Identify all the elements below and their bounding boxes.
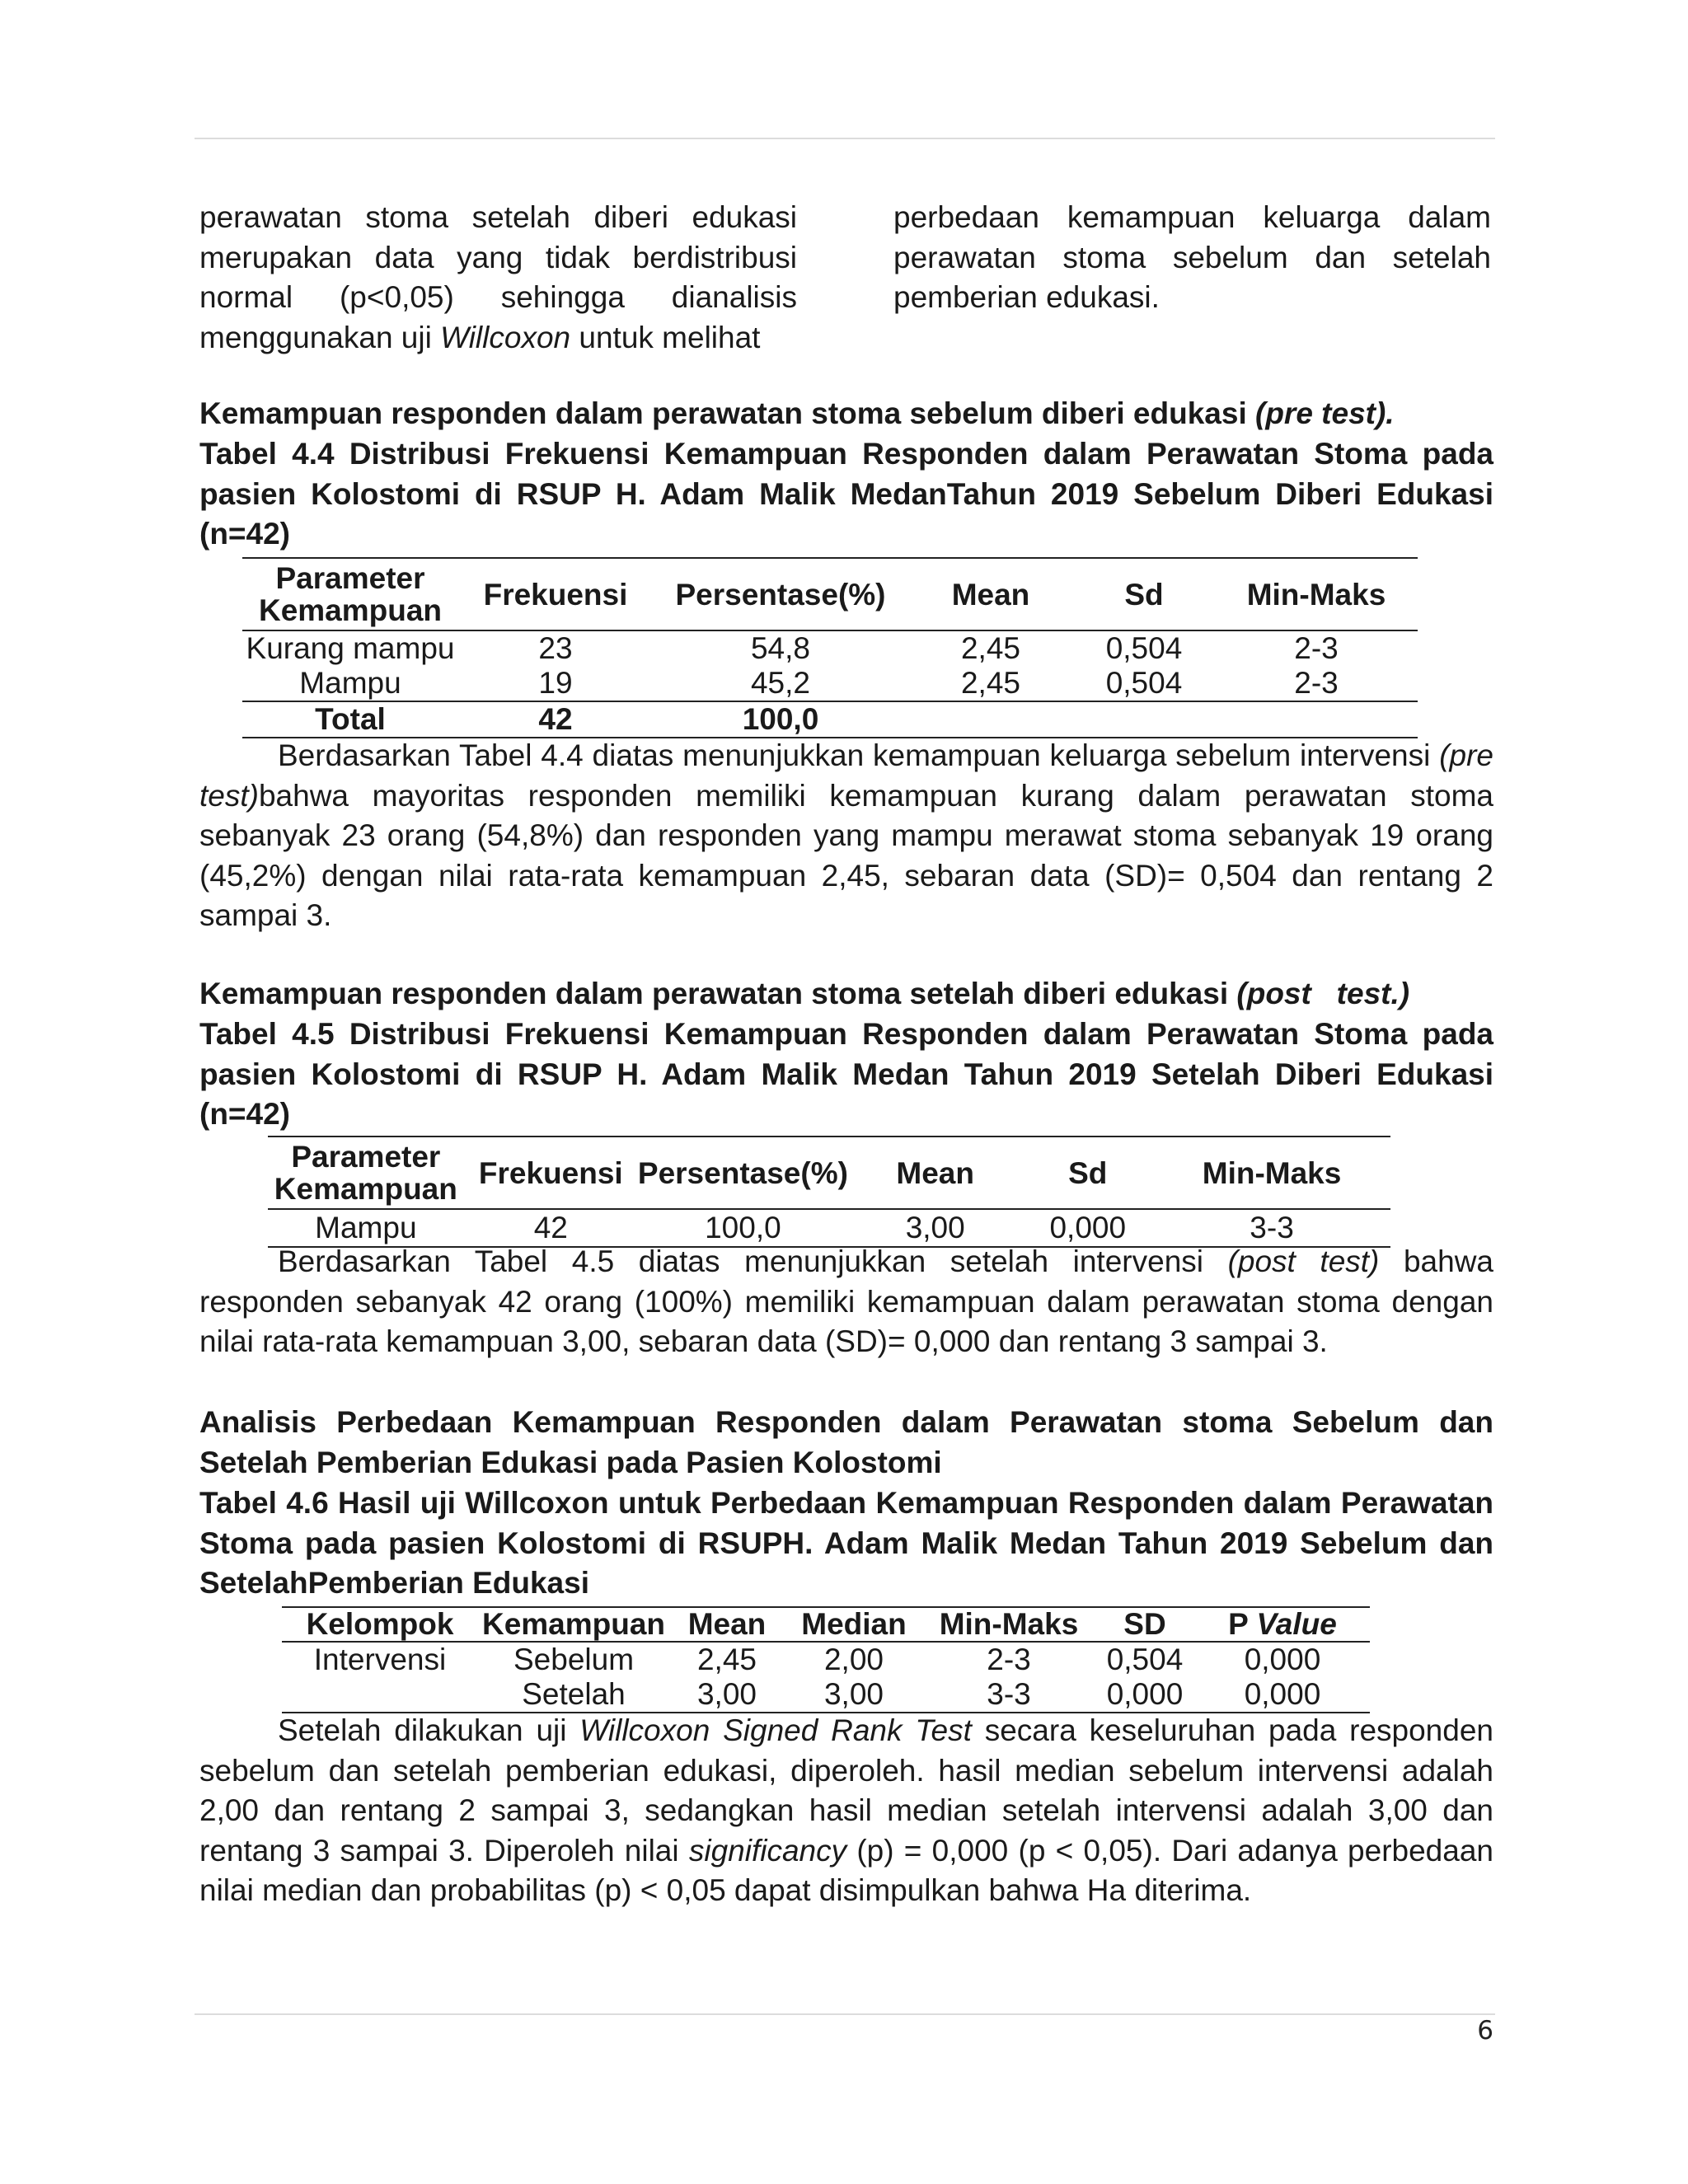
table-header-cell: Frekuensi (458, 558, 653, 630)
table-cell: 54,8 (750, 631, 810, 665)
table-cell (282, 1677, 478, 1713)
table-cell: Total (242, 701, 458, 738)
table-header-cell: Sd (1022, 1137, 1153, 1209)
table-cell: 0,000 (1049, 1211, 1127, 1244)
table-cell: 0,000 (1244, 1677, 1321, 1711)
table-cell: 0,504 (1105, 631, 1183, 665)
table-cell: 23 (538, 631, 573, 665)
table-header-cell: Persentase(%) (638, 1137, 848, 1209)
table-cell: 2-3 (1294, 666, 1339, 700)
table-header-cell: Min-Maks (923, 1607, 1095, 1642)
table-header-cell: Min-Maks (1153, 1137, 1390, 1209)
table-cell: 3,00 (696, 1677, 757, 1711)
page-number: 6 (1477, 2016, 1493, 2046)
table-cell: 3,00 (823, 1677, 884, 1711)
table-cell: 0,000 (1244, 1643, 1321, 1676)
table-cell (908, 701, 1073, 738)
table-4-4-discussion: Berdasarkan Tabel 4.4 diatas menunjukkan kemampuan keluarga sebelum intervensi (pre test)bahwa mayoritas responden memiliki kemampuan kurang dalam perawatan stoma sebanyak 23 orang (54,8%) dan responden yang mampu merawat stoma sebanyak 19 orang (45,2%) dengan nilai rata-rata kemampuan 2,45, sebaran data (SD)= 0,504 dan rentang 2 sampai 3. (199, 738, 1493, 932)
table-cell: 2,45 (696, 1643, 757, 1676)
table-cell: 2,45 (960, 631, 1020, 665)
table-cell: 3-3 (1250, 1211, 1294, 1244)
section1-heading: Kemampuan responden dalam perawatan stoma sebelum diberi edukasi (pre test). (199, 396, 1395, 430)
table-cell: 42 (458, 701, 653, 738)
intro-italic-term: Willcoxon (440, 320, 571, 354)
table-cell: 45,2 (750, 666, 810, 700)
table-cell: 3,00 (905, 1211, 965, 1244)
table-4-4 (242, 557, 1418, 738)
intro-left-column: perawatan stoma setelah diberi edukasi merupakan data yang tidak berdistribusi normal (p<0,05) sehingga dianalisis menggunakan uji Willcoxon untuk melihat (199, 200, 797, 354)
table-cell: Sebelum (513, 1643, 635, 1676)
table-4-5-discussion: Berdasarkan Tabel 4.5 diatas menunjukkan setelah intervensi (post test) bahwa responden sebanyak 42 orang (100%) memiliki kemampuan dalam perawatan stoma dengan nilai rata-rata kemampuan 3,00, sebaran data (SD)= 0,000 dan rentang 3 sampai 3. (199, 1244, 1494, 1358)
table-row (282, 1642, 1370, 1677)
table-header-cell: SD (1095, 1607, 1195, 1642)
intro-right-column: perbedaan kemampuan keluarga dalam perawatan stoma sebelum dan setelah pemberian edukasi. (893, 200, 1491, 314)
table-header-cell: Min-Maks (1215, 558, 1418, 630)
header-rule (195, 138, 1495, 139)
table-header-cell: Parameter Kemampuan (268, 1137, 464, 1209)
table-cell: 3-3 (987, 1677, 1031, 1711)
table-header-cell: Sd (1073, 558, 1215, 630)
table-header-cell: Persentase(%) (653, 558, 908, 630)
footer-rule (195, 2013, 1495, 2015)
table-cell: 2-3 (987, 1643, 1031, 1676)
table-header-cell: Mean (908, 558, 1073, 630)
table-cell: 100,0 (653, 701, 908, 738)
table-header-cell: Mean (669, 1607, 785, 1642)
section2-heading: Kemampuan responden dalam perawatan stoma setelah diberi edukasi (post test.) (199, 977, 1410, 1010)
table-cell: 2,00 (823, 1643, 884, 1676)
table-header-cell: Kemampuan (478, 1607, 669, 1642)
table-row (282, 1677, 1370, 1713)
table-cell: Intervensi (313, 1643, 447, 1676)
table-header-cell: Parameter Kemampuan (242, 558, 458, 630)
table-cell: 2,45 (960, 666, 1020, 700)
table-total-row (242, 701, 1418, 738)
table-cell: 100,0 (705, 1211, 781, 1244)
table-4-5 (268, 1136, 1390, 1248)
table-header-row (282, 1607, 1370, 1642)
table-4-6-discussion: Setelah dilakukan uji Willcoxon Signed Rank Test secara keseluruhan pada responden sebelum dan setelah pemberian edukasi, diperoleh. hasil median sebelum intervensi adalah 2,00 dan rentang 2 sampai 3, sedangkan hasil median setelah intervensi adalah 3,00 dan rentang 3 sampai 3. Diperoleh nilai significancy (p) = 0,000 (p < 0,05). Dari adanya perbedaan nilai median dan probabilitas (p) < 0,05 dapat disimpulkan bahwa Ha diterima. (199, 1713, 1493, 1907)
table-4-4-caption: Tabel 4.4 Distribusi Frekuensi Kemampuan Responden dalam Perawatan Stoma pada pasien Kolostomi di RSUP H. Adam Malik MedanTahun 2019 Sebelum Diberi Edukasi (n=42) (199, 437, 1493, 551)
table-header-cell: Kelompok (282, 1607, 478, 1642)
table-header-row (268, 1137, 1390, 1209)
table-4-5-caption: Tabel 4.5 Distribusi Frekuensi Kemampuan Responden dalam Perawatan Stoma pada pasien Kolostomi di RSUP H. Adam Malik Medan Tahun 2019 Setelah Diberi Edukasi (n=42) (199, 1017, 1493, 1131)
table-4-6 (282, 1606, 1370, 1713)
table-cell: 0,000 (1106, 1677, 1184, 1711)
table-header-cell: P Value (1195, 1607, 1370, 1642)
table-cell: Kurang mampu (246, 631, 455, 665)
table-cell: 0,504 (1106, 1643, 1184, 1676)
table-cell (1215, 701, 1418, 738)
table-cell: Setelah (522, 1677, 626, 1711)
table-cell (1073, 701, 1215, 738)
table-header-cell: Mean (848, 1137, 1023, 1209)
table-row (242, 666, 1418, 701)
table-row (242, 630, 1418, 666)
table-cell: 0,504 (1105, 666, 1183, 700)
table-header-row (242, 558, 1418, 630)
table-cell: Mampu (315, 1211, 417, 1244)
table-cell: 19 (538, 666, 573, 700)
table-header-cell: Median (785, 1607, 923, 1642)
table-cell: Mampu (299, 666, 401, 700)
table-cell: 42 (533, 1211, 568, 1244)
section3-heading: Analisis Perbedaan Kemampuan Responden dalam Perawatan stoma Sebelum dan Setelah Pemberian Edukasi pada Pasien Kolostomi (199, 1405, 1493, 1479)
table-4-6-caption: Tabel 4.6 Hasil uji Willcoxon untuk Perbedaan Kemampuan Responden dalam Perawatan Stoma pada pasien Kolostomi di RSUPH. Adam Malik Medan Tahun 2019 Sebelum dan SetelahPemberian Edukasi (199, 1486, 1493, 1600)
table-header-cell: Frekuensi (464, 1137, 638, 1209)
table-cell: 2-3 (1294, 631, 1339, 665)
